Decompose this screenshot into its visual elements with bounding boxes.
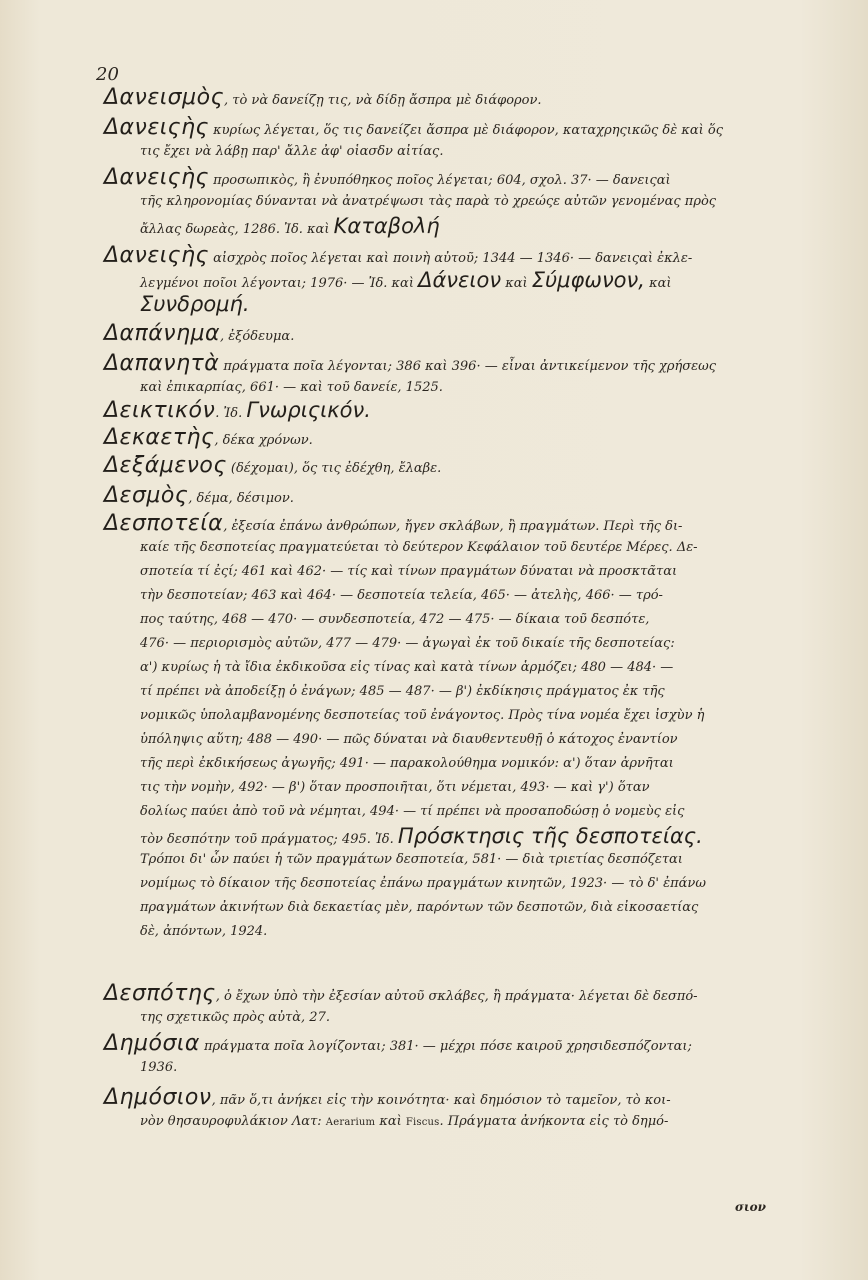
entry-line (104, 1032, 794, 1056)
entry-line (104, 584, 794, 608)
headword: Δανεισμὸς (104, 85, 224, 110)
lexicon-entry (104, 1032, 794, 1080)
entry-line (104, 116, 794, 140)
lexicon-entry (104, 426, 794, 450)
entry-line (104, 244, 794, 268)
entry-line (104, 632, 794, 656)
cross-reference: Δάνειον (418, 268, 502, 292)
headword: Δαπάνημα (104, 321, 221, 346)
entry-text: , ἐξόδευμα. (220, 329, 295, 344)
entry-text: καὶ (501, 276, 532, 291)
lexicon-entry (104, 352, 794, 400)
lexicon-entry (104, 322, 794, 346)
entry-text: κυρίως λέγεται, ὅς τις δανείζει ἄσπρα μὲ διάφορον, καταχρηςικῶς δὲ καὶ ὅς (208, 123, 723, 138)
entry-text: ὑπόληψις αὕτη; 488 — 490· — πῶς δύναται νὰ διαυθεντευθῇ ὁ κάτοχος ἐναντίον (140, 732, 678, 747)
entry-line (104, 1006, 794, 1030)
entry-line (104, 920, 794, 944)
lexicon-entry (104, 982, 794, 1030)
headword: Δεκαετὴς (104, 425, 215, 450)
lexicon-entry (104, 484, 794, 508)
entry-line (104, 752, 794, 776)
headword: Δανειςὴς (104, 165, 209, 190)
entry-line (104, 214, 794, 238)
entry-text: καίε τῆς δεσποτείας πραγματεύεται τὸ δεύτερον Κεφάλαιον τοῦ δευτέρε Μέρες. Δε- (140, 540, 698, 555)
entry-line (104, 982, 794, 1006)
entry-text: . Ἰδ. (215, 406, 247, 421)
entry-text: τις ἔχει νὰ λάβῃ παρ' ἄλλε ἀφ' οἱασδν αἰτίας. (140, 144, 444, 159)
entry-line (104, 190, 794, 214)
entry-line (104, 680, 794, 704)
entry-text: νὸν θησαυροφυλάκιον Λατ: (140, 1114, 326, 1129)
headword: Δεσποτεία (104, 511, 224, 536)
entry-line (104, 484, 794, 508)
catchword: σιον (735, 1200, 766, 1214)
entry-text: , ἐξεσία ἐπάνω ἀνθρώπων, ἤγεν σκλάβων, ἢ πραγμάτων. Περὶ τῆς δι- (223, 519, 683, 534)
entry-text: , δέκα χρόνων. (214, 433, 313, 448)
entry-line (104, 322, 794, 346)
entry-line (104, 512, 794, 536)
entry-text: αἰσχρὸς ποῖος λέγεται καὶ ποινὴ αὐτοῦ; 1344 — 1346· — δανειςαὶ ἐκλε- (208, 251, 693, 266)
entry-line (104, 426, 794, 450)
latin-term: Aerarium (325, 1117, 376, 1128)
headword: Δημόσιον (104, 1085, 212, 1110)
entry-line (104, 292, 794, 316)
entry-text: καὶ (644, 276, 672, 291)
entry-text: τὸν δεσπότην τοῦ πράγματος; 495. Ἰδ. (140, 832, 398, 847)
entry-text: προσωπικὸς, ἢ ἐνυπόθηκος ποῖος λέγεται; 604, σχολ. 37· — δανειςαὶ (208, 173, 671, 188)
entry-text: τὴν δεσποτείαν; 463 καὶ 464· — δεσποτεία τελεία, 465· — ἀτελὴς, 466· — τρό- (140, 588, 663, 603)
entry-text: , ὁ ἔχων ὑπὸ τὴν ἐξεσίαν αὐτοῦ σκλάβες, ἢ πράγματα· λέγεται δὲ δεσπό- (215, 989, 698, 1004)
entry-text: πος ταύτης, 468 — 470· — συνδεσποτεία, 472 — 475· — δίκαια τοῦ δεσπότε, (140, 612, 650, 627)
entry-line (104, 776, 794, 800)
entry-text: 476· — περιορισμὸς αὐτῶν, 477 — 479· — ἀγωγαὶ ἐκ τοῦ δικαίε τῆς δεσποτείας: (140, 636, 675, 651)
lexicon-entry (104, 86, 794, 110)
entry-text: νομικῶς ὑπολαμβανομένης δεσποτείας τοῦ ἐνάγοντος. Πρὸς τίνα νομέα ἔχει ἰσχὺν ἡ (140, 708, 705, 723)
headword: Δεσπότης (104, 981, 216, 1006)
lexicon-entry (104, 454, 794, 478)
entry-line (104, 872, 794, 896)
entry-text: πράγματα ποῖα λέγονται; 386 καὶ 396· — εἶναι ἀντικείμενον τῆς χρήσεως (219, 359, 717, 374)
latin-term: Fiscus (405, 1117, 440, 1128)
headword: Δεσμὸς (104, 483, 189, 508)
entry-text: τῆς κληρονομίας δύνανται νὰ ἀνατρέψωσι τὰς παρὰ τὸ χρεώςε αὐτῶν γενομένας πρὸς (140, 194, 717, 209)
cross-reference: Πρόσκτησις τῆς δεσποτείας. (397, 824, 703, 848)
cross-reference: Καταβολή (333, 214, 440, 238)
entry-text: πραγμάτων ἀκινήτων διὰ δεκαετίας μὲν, παρόντων τῶν δεσποτῶν, διὰ εἰκοσαετίας (140, 900, 699, 915)
lexicon-entry (104, 512, 794, 944)
cross-reference: Γνωριςικόν. (246, 398, 371, 422)
entry-text: καὶ ἐπικαρπίας, 661· — καὶ τοῦ δανείε, 1525. (140, 380, 443, 395)
entry-text: . Πράγματα ἀνήκοντα εἰς τὸ δημό- (439, 1114, 669, 1129)
cross-reference: Σύμφωνον, (531, 268, 645, 292)
entry-text: , πᾶν ὅ,τι ἀνήκει εἰς τὴν κοινότητα· καὶ δημόσιον τὸ ταμεῖον, τὸ κοι- (211, 1093, 671, 1108)
page-number: 20 (96, 64, 119, 85)
entry-text: τις τὴν νομὴν, 492· — β') ὅταν προσποιῆται, ὅτι νέμεται, 493· — καὶ γ') ὅταν (140, 780, 650, 795)
cross-reference: Συνδρομή. (140, 292, 250, 316)
headword: Δαπανητὰ (104, 351, 220, 376)
entry-line (104, 800, 794, 824)
entry-text: λεγμένοι ποῖοι λέγονται; 1976· — Ἰδ. καὶ (140, 276, 419, 291)
entry-text: τῆς περὶ ἐκδικήσεως ἀγωγῆς; 491· — παρακολούθημα νομικόν: α') ὅταν ἀρνῆται (140, 756, 674, 771)
entry-line (104, 704, 794, 728)
entry-line (104, 536, 794, 560)
entry-text: , τὸ νὰ δανείζῃ τις, νὰ δίδῃ ἄσπρα μὲ διάφορον. (224, 93, 542, 108)
entry-text: δὲ, ἀπόντων, 1924. (140, 924, 268, 939)
entry-line (104, 848, 794, 872)
entry-line (104, 1110, 794, 1134)
headword: Δεξάμενος (104, 453, 227, 478)
headword: Δανειςὴς (104, 243, 209, 268)
entry-text: καὶ (375, 1114, 406, 1129)
entry-line (104, 268, 794, 292)
entry-line (104, 398, 794, 422)
lexicon-entry (104, 1086, 794, 1134)
entry-line (104, 656, 794, 680)
entry-text: πράγματα ποῖα λογίζονται; 381· — μέχρι πόσε καιροῦ χρησιδεσπόζονται; (199, 1039, 692, 1054)
entry-line (104, 560, 794, 584)
lexicon-entry (104, 244, 794, 316)
entry-line (104, 376, 794, 400)
entry-text: ἄλλας δωρεὰς, 1286. Ἰδ. καὶ (140, 222, 334, 237)
entry-text: τί πρέπει νὰ ἀποδείξῃ ὁ ἐνάγων; 485 — 487· — β') ἐκδίκησις πράγματος ἐκ τῆς (140, 684, 665, 699)
lexicon-entry (104, 116, 794, 164)
entry-text: Τρόποι δι' ὧν παύει ἡ τῶν πραγμάτων δεσποτεία, 581· — διὰ τριετίας δεσπόζεται (140, 852, 683, 867)
entry-text: , δέμα, δέσιμον. (188, 491, 294, 506)
headword: Δεικτικόν (104, 398, 216, 423)
headword: Δημόσια (104, 1031, 200, 1056)
entry-line (104, 86, 794, 110)
entry-line (104, 824, 794, 848)
entry-line (104, 1086, 794, 1110)
entry-text: (δέχομαι), ὅς τις ἐδέχθη, ἔλαβε. (226, 461, 442, 476)
entry-line (104, 896, 794, 920)
entry-line (104, 608, 794, 632)
entry-line (104, 166, 794, 190)
headword: Δανειςὴς (104, 115, 209, 140)
entry-text: της σχετικῶς πρὸς αὐτὰ, 27. (140, 1010, 330, 1025)
entry-text: α') κυρίως ἡ τὰ ἴδια ἐκδικοῦσα εἰς τίνας καὶ κατὰ τίνων ἁρμόζει; 480 — 484· — (140, 660, 674, 675)
entry-text: σποτεία τί ἐςί; 461 καὶ 462· — τίς καὶ τίνων πραγμάτων δύναται νὰ προσκτᾶται (140, 564, 678, 579)
entry-text: δολίως παύει ἀπὸ τοῦ νὰ νέμηται, 494· — τί πρέπει νὰ προσαποδώσῃ ὁ νομεὺς εἰς (140, 804, 685, 819)
lexicon-entry (104, 398, 794, 422)
entry-text: 1936. (140, 1060, 178, 1075)
entry-line (104, 1056, 794, 1080)
entry-line (104, 728, 794, 752)
entry-text: νομίμως τὸ δίκαιον τῆς δεσποτείας ἐπάνω πραγμάτων κινητῶν, 1923· — τὸ δ' ἐπάνω (140, 876, 706, 891)
lexicon-entry (104, 166, 794, 238)
entry-line (104, 454, 794, 478)
entry-line (104, 140, 794, 164)
entry-line (104, 352, 794, 376)
